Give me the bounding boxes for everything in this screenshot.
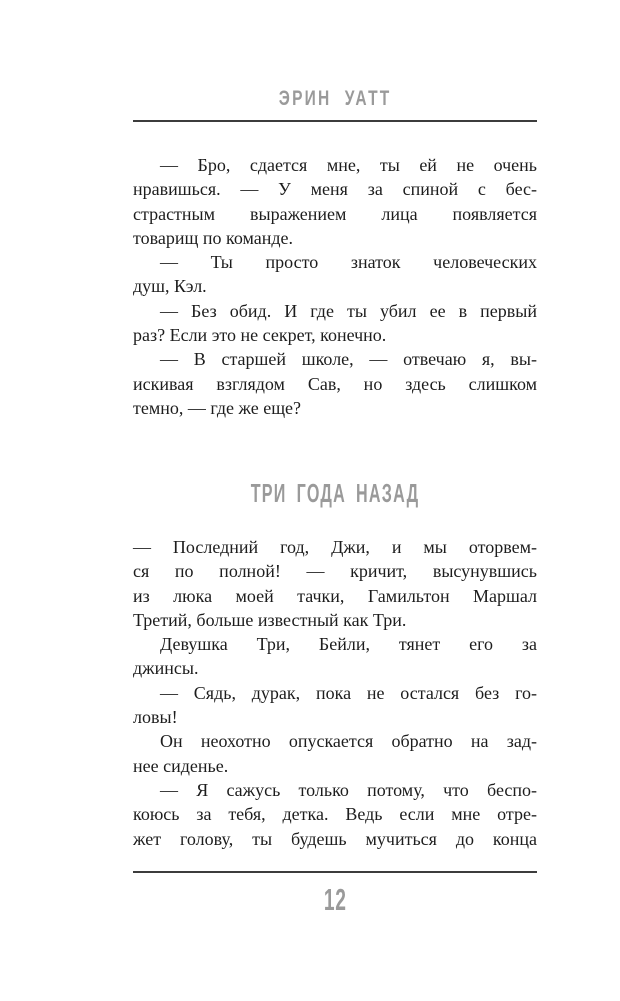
footer-rule (133, 871, 537, 873)
text-line: нее сиденье. (133, 755, 229, 776)
scene-heading (133, 480, 537, 506)
text-line: страстным выражением лица появляется (133, 203, 537, 224)
text-line: — Сядь, дурак, пока не остался без го- (160, 682, 537, 703)
text-line: — Я сажусь только потому, что беспо- (160, 779, 537, 800)
text-line: Третий, больше известный как Три. (133, 609, 407, 630)
running-header (133, 88, 537, 109)
text-line: коюсь за тебя, детка. Ведь если мне отре- (133, 804, 537, 825)
text-line: жет голову, ты будешь мучиться до конца (133, 828, 537, 849)
page-number (133, 884, 537, 915)
text-line: товарищ по команде. (133, 227, 294, 248)
header-rule (133, 120, 537, 122)
scene-heading-text: ТРИ ГОДА НАЗАД (250, 478, 420, 508)
text-line: Он неохотно опускается обратно на зад- (160, 731, 537, 752)
text-line: темно, — где же еще? (133, 397, 302, 418)
text-line: джинсы. (133, 658, 199, 679)
text-block-scene-2 (133, 535, 537, 851)
text-line: из люка моей тачки, Гамильтон Маршал (133, 585, 537, 606)
running-header-text: ЭРИН УАТТ (278, 87, 392, 110)
text-line: раз? Если это не секрет, конечно. (133, 325, 387, 346)
text-line: душ, Кэл. (133, 276, 207, 297)
text-line: — В старшей школе, — отвечаю я, вы- (160, 349, 537, 370)
text-line: — Ты просто знаток человеческих (160, 252, 537, 273)
text-line: ся по полной! — кричит, высунувшись (133, 561, 537, 582)
text-block-scene-1 (133, 153, 537, 420)
text-line: искивая взглядом Сав, но здесь слишком (133, 373, 537, 394)
text-line: — Бро, сдается мне, ты ей не очень (160, 155, 537, 175)
text-line: — Без обид. И где ты убил ее в первый (160, 300, 537, 321)
page-number-text: 12 (323, 882, 347, 917)
text-line: Девушка Три, Бейли, тянет его за (160, 634, 537, 655)
text-line: нравишься. — У меня за спиной с бес- (133, 179, 537, 200)
text-line: — Последний год, Джи, и мы оторвем- (133, 537, 537, 557)
text-line: ловы! (133, 707, 178, 728)
